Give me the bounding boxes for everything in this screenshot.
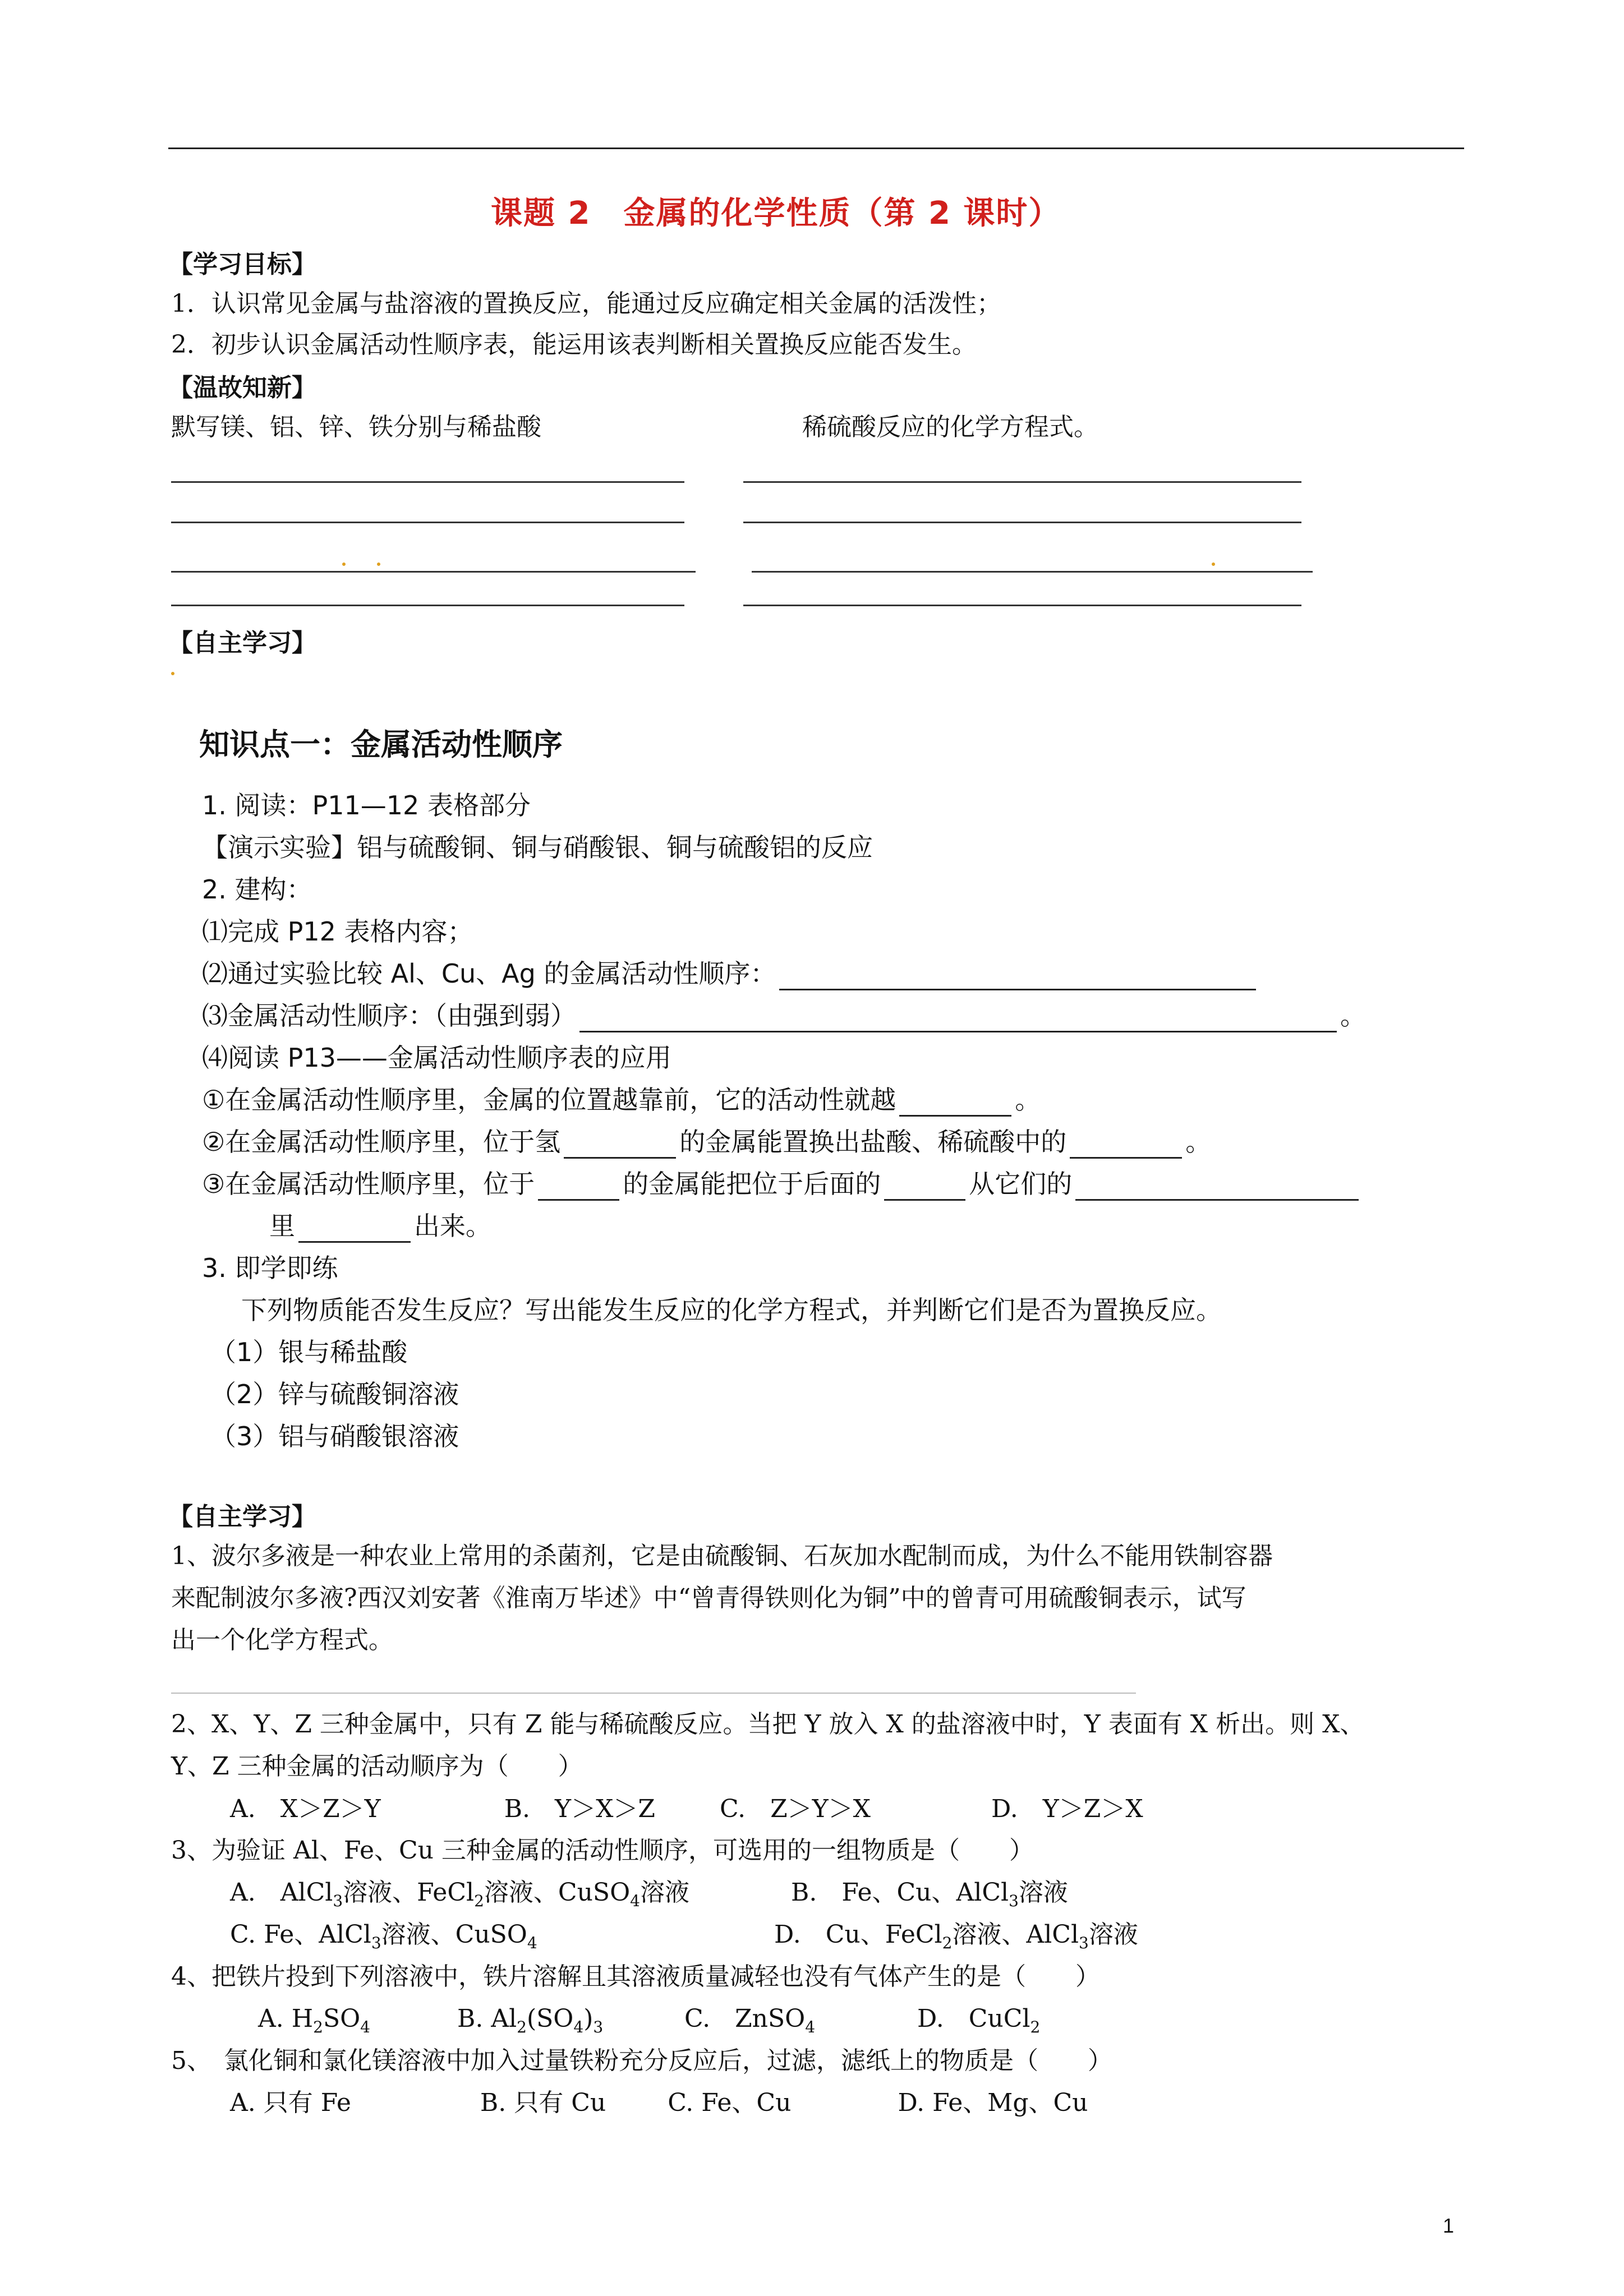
answer-line[interactable]: [171, 605, 684, 606]
option-a[interactable]: A. 只有 Fe: [230, 2088, 351, 2117]
header-rule: [168, 147, 1464, 149]
fill-blank[interactable]: [899, 1090, 1011, 1117]
fill-blank[interactable]: [564, 1132, 676, 1159]
practice-question: 下列物质能否发生反应？写出能发生反应的化学方程式，并判断它们是否为置换反应。: [241, 1295, 1222, 1325]
answer-line[interactable]: [171, 571, 696, 573]
option-b[interactable]: B. Y＞X＞Z: [504, 1795, 655, 1823]
rule-3-text-b: 的金属能把位于后面的: [623, 1169, 881, 1199]
answer-line[interactable]: [171, 522, 684, 523]
construct-item-2-text: ⑵通过实验比较 Al、Cu、Ag 的金属活动性顺序：: [202, 958, 776, 989]
construct-label: 2. 建构：: [202, 874, 312, 905]
question-3-stem: 3、为验证 Al、Fe、Cu 三种金属的活动性顺序，可选用的一组物质是（ ）: [171, 1836, 1034, 1865]
rule-1-text: ①在金属活动性顺序里，金属的位置越靠前，它的活动性就越: [202, 1085, 896, 1115]
rule-3-cont: [269, 1206, 491, 1243]
answer-line[interactable]: [743, 522, 1301, 523]
rule-3-text-a: ③在金属活动性顺序里，位于: [202, 1169, 535, 1199]
practice-label: 3. 即学即练: [202, 1253, 338, 1283]
question-3-option-d[interactable]: D. Cu、FeCl$_2$溶液、AlCl$_3$溶液: [774, 1920, 1138, 1952]
construct-item-2: [202, 953, 1259, 990]
fill-blank[interactable]: [1070, 1132, 1182, 1159]
self-study-heading-2: 【自主学习】: [168, 1502, 316, 1531]
option-a[interactable]: A. X＞Z＞Y: [230, 1795, 381, 1823]
review-heading: 【温故知新】: [168, 374, 316, 402]
question-5-options: [230, 2086, 1139, 2120]
practice-item-3: （3）铝与硝酸银溶液: [210, 1421, 459, 1451]
fill-blank[interactable]: [1075, 1174, 1359, 1201]
question-4-option-b[interactable]: B. $Al_2(SO_4)_3$: [457, 2004, 604, 2036]
question-5-stem: 5、 氯化铜和氯化镁溶液中加入过量铁粉充分反应后，过滤，滤纸上的物质是（ ）: [171, 2046, 1112, 2075]
rule-2: [202, 1122, 1211, 1159]
speck: [342, 563, 346, 566]
question-1-line-2: 来配制波尔多液?西汉刘安著《淮南万毕述》中“曾青得铁则化为铜”中的曾青可用硫酸铜表示，试写: [171, 1584, 1246, 1612]
question-3-option-c[interactable]: C. Fe、AlCl$_3$溶液、CuSO$_4$: [230, 1920, 537, 1952]
question-4-option-a[interactable]: A. $H_2SO_4$: [258, 2004, 370, 2036]
question-4-stem: 4、把铁片投到下列溶液中，铁片溶解且其溶液质量减轻也没有气体产生的是（ ）: [171, 1962, 1100, 1991]
option-c[interactable]: C. Z＞Y＞X: [719, 1795, 871, 1823]
answer-line[interactable]: [171, 481, 684, 483]
goal-item-2: 2．初步认识金属活动性顺序表，能运用该表判断相关置换反应能否发生。: [171, 330, 977, 359]
knowledge-title: 知识点一：金属活动性顺序: [199, 727, 563, 762]
rule-3: [202, 1164, 1362, 1201]
goal-item-1: 1．认识常见金属与盐溶液的置换反应，能通过反应确定相关金属的活泼性；: [171, 289, 1001, 318]
construct-item-3: [202, 995, 1366, 1032]
question-1-line-3: 出一个化学方程式。: [171, 1626, 393, 1654]
construct-item-3-text: ⑶金属活动性顺序：（由强到弱）: [202, 1001, 576, 1031]
question-3-option-b[interactable]: B. Fe、Cu、AlCl$_3$溶液: [791, 1878, 1068, 1910]
demo-experiment: 【演示实验】铝与硫酸铜、铜与硝酸银、铜与硫酸铝的反应: [202, 832, 873, 863]
fill-blank[interactable]: [538, 1174, 619, 1201]
practice-item-1: （1）银与稀盐酸: [210, 1337, 408, 1367]
construct-item-4: ⑷阅读 P13——金属活动性顺序表的应用: [202, 1043, 671, 1073]
rule-3-text-c: 从它们的: [969, 1169, 1073, 1199]
question-1-line-1: 1、波尔多液是一种农业上常用的杀菌剂，它是由硫酸铜、石灰加水配制而成，为什么不能用铁制容器: [171, 1542, 1273, 1570]
answer-line[interactable]: [743, 605, 1301, 606]
period: 。: [1015, 1085, 1041, 1115]
page-number: 1: [1443, 2214, 1455, 2237]
question-2-line-2: Y、Z 三种金属的活动顺序为（ ）: [171, 1752, 583, 1781]
question-2-line-1: 2、X、Y、Z 三种金属中，只有 Z 能与稀硫酸反应。当把 Y 放入 X 的盐溶液中时，Y 表面有 X 析出。则 X、: [171, 1710, 1365, 1739]
goals-heading: 【学习目标】: [168, 250, 316, 279]
fill-blank[interactable]: [884, 1174, 965, 1201]
speck: [1212, 563, 1215, 566]
answer-line[interactable]: [752, 571, 1313, 573]
rule-2-text-b: 的金属能置换出盐酸、稀硫酸中的: [679, 1127, 1067, 1157]
option-d[interactable]: D. Y＞Z＞X: [991, 1795, 1143, 1823]
construct-item-1: ⑴完成 P12 表格内容；: [202, 916, 473, 947]
question-3-option-a[interactable]: A. AlCl$_3$溶液、FeCl$_2$溶液、CuSO$_4$溶液: [230, 1878, 689, 1910]
period: 。: [1340, 1001, 1366, 1031]
review-prompt-left: 默写镁、铝、锌、铁分别与稀盐酸: [171, 413, 541, 441]
answer-line[interactable]: [171, 1693, 1136, 1694]
read-instruction: 1. 阅读：P11—12 表格部分: [202, 790, 531, 820]
speck: [377, 563, 380, 566]
rule-2-text-a: ②在金属活动性顺序里，位于氢: [202, 1127, 561, 1157]
self-study-heading: 【自主学习】: [168, 629, 316, 657]
period: 。: [1185, 1127, 1212, 1157]
option-b[interactable]: B. 只有 Cu: [480, 2088, 606, 2117]
rule-3-text-e: 出来。: [414, 1211, 491, 1241]
question-2-options: [230, 1792, 1194, 1826]
rule-3-text-d: 里: [269, 1211, 295, 1241]
speck: [171, 672, 174, 675]
answer-line[interactable]: [743, 481, 1301, 483]
option-c[interactable]: C. Fe、Cu: [668, 2088, 792, 2117]
fill-blank[interactable]: [579, 1006, 1337, 1032]
rule-1: [202, 1080, 1041, 1117]
practice-item-2: （2）锌与硫酸铜溶液: [210, 1379, 459, 1409]
page-title: 课题 2 金属的化学性质（第 2 课时）: [491, 195, 1061, 232]
fill-blank[interactable]: [779, 964, 1256, 990]
question-4-option-d[interactable]: D. CuCl$_2$: [917, 2004, 1041, 2036]
fill-blank[interactable]: [298, 1216, 411, 1243]
question-4-option-c[interactable]: C. ZnSO$_4$: [684, 2004, 816, 2036]
option-d[interactable]: D. Fe、Mg、Cu: [898, 2088, 1088, 2117]
review-prompt-right: 稀硫酸反应的化学方程式。: [802, 413, 1098, 441]
